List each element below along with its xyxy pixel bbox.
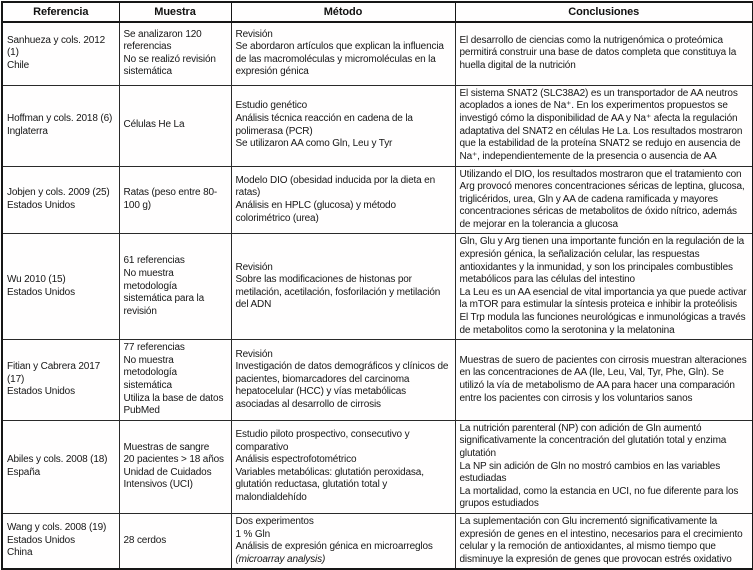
table-row-jobjen bbox=[2, 166, 753, 234]
header-row bbox=[2, 2, 753, 22]
column-header-muestra: Muestra bbox=[119, 2, 231, 22]
table-row-fitian bbox=[2, 340, 753, 421]
table-row-hoffman bbox=[2, 85, 753, 166]
cell-muestra: Muestras de sangre 20 pacientes > 18 años Unidad de Cuidados Intensivos (UCI) bbox=[119, 420, 231, 513]
metodo-text: Dos experimentos 1 % Gln Análisis de expresión génica en microarreglos bbox=[235, 516, 433, 553]
cell-referencia: Hoffman y cols. 2018 (6) Inglaterra bbox=[2, 85, 119, 166]
column-header-conclusiones: Conclusiones bbox=[455, 2, 753, 22]
cell-referencia: Wang y cols. 2008 (19) Estados Unidos China bbox=[2, 513, 119, 569]
column-header-metodo: Método bbox=[231, 2, 455, 22]
table-row-sanhueza bbox=[2, 22, 753, 85]
cell-conclusiones: La suplementación con Glu incrementó significativamente la expresión de genes en el intestino, necesarios para el crecimiento celular y la remoción de antioxidantes, al mismo tiempo que disminuye la expresión de genes que provocan estrés oxidativo bbox=[455, 513, 753, 569]
cell-metodo bbox=[231, 513, 455, 569]
table-row-abiles bbox=[2, 420, 753, 513]
cell-muestra: Ratas (peso entre 80-100 g) bbox=[119, 166, 231, 234]
table-row-wu bbox=[2, 234, 753, 340]
cell-referencia: Sanhueza y cols. 2012 (1) Chile bbox=[2, 22, 119, 85]
cell-referencia: Wu 2010 (15) Estados Unidos bbox=[2, 234, 119, 340]
table-row-wang bbox=[2, 513, 753, 569]
cell-referencia: Jobjen y cols. 2009 (25) Estados Unidos bbox=[2, 166, 119, 234]
cell-muestra: 61 referencias No muestra metodología sistemática para la revisión bbox=[119, 234, 231, 340]
cell-muestra: Se analizaron 120 referencias No se realizó revisión sistemática bbox=[119, 22, 231, 85]
cell-metodo: Estudio genético Análisis técnica reacción en cadena de la polimerasa (PCR) Se utilizaron AA como Gln, Leu y Tyr bbox=[231, 85, 455, 166]
cell-muestra: 28 cerdos bbox=[119, 513, 231, 569]
cell-conclusiones: Gln, Glu y Arg tienen una importante función en la regulación de la expresión génica, la señalización celular, las respuestas antioxidantes y la inmunidad, y son los principales combustibles metabólicos para las células del intestino La Leu es un AA esencial de vital importancia ya que puede activar la mTOR para estimular la síntesis proteica e inhibir la proteólisis El Trp modula las funciones neurológicas e inmunológicas a través de metabolitos como la serotonina y la melatonina bbox=[455, 234, 753, 340]
cell-metodo: Revisión Sobre las modificaciones de histonas por metilación, acetilación, fosforilación y metilación del ADN bbox=[231, 234, 455, 340]
cell-conclusiones: Utilizando el DIO, los resultados mostraron que el tratamiento con Arg provocó menores concentraciones séricas de leptina, glucosa, triglicéridos, urea, Gln y AA de cadena ramificada y mayores concentraciones séricas de metabolitos de óxido nítrico, además de mejorar en la tolerancia a glucosa bbox=[455, 166, 753, 234]
cell-conclusiones: La nutrición parenteral (NP) con adición de Gln aumentó significativamente la concentración del glutatión total y enzima glutatión La NP sin adición de Gln no mostró cambios en las variables estudiadas La mortalidad, como la estancia en UCI, no fue diferente para los grupos estudiados bbox=[455, 420, 753, 513]
metodo-italic-text: (microarray analysis) bbox=[235, 553, 326, 565]
cell-muestra: Células He La bbox=[119, 85, 231, 166]
cell-referencia: Fitian y Cabrera 2017 (17) Estados Unidos bbox=[2, 340, 119, 421]
cell-metodo: Revisión Investigación de datos demográficos y clínicos de pacientes, biomarcadores del carcinoma hepatocelular (HCC) y vías metabólicas asociadas al desarrollo de cirrosis bbox=[231, 340, 455, 421]
column-header-referencia: Referencia bbox=[2, 2, 119, 22]
cell-conclusiones: El sistema SNAT2 (SLC38A2) es un transportador de AA neutros acoplados a iones de Na⁺. En los experimentos propuestos se investigó cómo la disponibilidad de AA y Na⁺ afecta la regulación adaptativa del SNAT2 en células He La. Los resultados mostraron que la estabilidad de la proteína SNAT2 se redujo en ausencia de Na⁺, independientemente de la presencia o ausencia de AA bbox=[455, 85, 753, 166]
studies-summary-table bbox=[1, 1, 753, 570]
cell-conclusiones: El desarrollo de ciencias como la nutrigenómica o proteómica permitirá construir una base de datos completa que constituya la huella digital de la nutrición bbox=[455, 22, 753, 85]
cell-referencia: Abiles y cols. 2008 (18) España bbox=[2, 420, 119, 513]
cell-conclusiones: Muestras de suero de pacientes con cirrosis muestran alteraciones en las concentraciones de AA (Ile, Leu, Val, Tyr, Phe, Gln). Se utilizó la vía de metabolismo de AA para hacer una comparación entre los pacientes con cirrosis y los voluntarios sanos bbox=[455, 340, 753, 421]
cell-muestra: 77 referencias No muestra metodología sistemática Utiliza la base de datos PubMed bbox=[119, 340, 231, 421]
cell-metodo: Estudio piloto prospectivo, consecutivo y comparativo Análisis espectrofotométrico Variables metabólicas: glutatión peroxidasa, glutatión reductasa, glutatión total y malondialdehído bbox=[231, 420, 455, 513]
cell-metodo: Revisión Se abordaron artículos que explican la influencia de las macromoléculas y micromoléculas en la expresión génica bbox=[231, 22, 455, 85]
cell-metodo: Modelo DIO (obesidad inducida por la dieta en ratas) Análisis en HPLC (glucosa) y método colorimétrico (urea) bbox=[231, 166, 455, 234]
